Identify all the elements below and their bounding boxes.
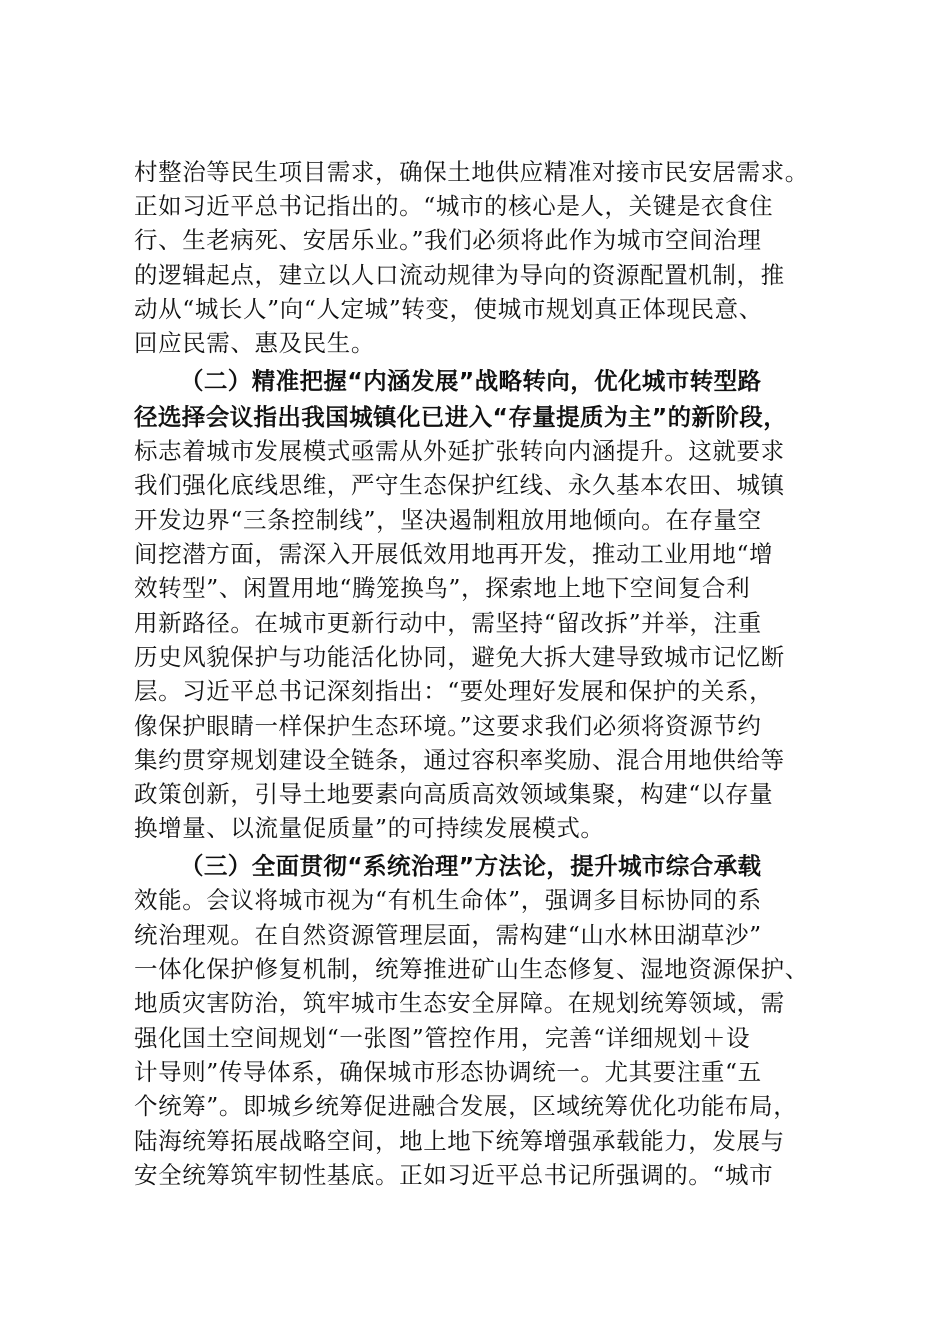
- section-heading-2: （二）精准把握“内涵发展”战略转向，优化城市转型路: [180, 367, 762, 395]
- body-text-line: 正如习近平总书记指出的。“城市的核心是人，关键是衣食住: [134, 192, 774, 220]
- body-text-line: 效转型”、闲置用地“腾笼换鸟”，探索地上地下空间复合利: [134, 574, 751, 602]
- body-text-line: 集约贯穿规划建设全链条，通过容积率奖励、混合用地供给等: [134, 746, 785, 774]
- body-text-line: 计导则”传导体系，确保城市形态协调统一。尤其要注重“五: [134, 1058, 762, 1086]
- body-text-line: 安全统筹筑牢韧性基底。正如习近平总书记所强调的。“城市: [134, 1161, 774, 1189]
- body-text-line: 陆海统筹拓展战略空间，地上地下统筹增强承载能力，发展与: [134, 1127, 785, 1155]
- body-text-line: 历史风貌保护与功能活化协同，避免大拆大建导致城市记忆断: [134, 643, 785, 671]
- section-heading-2-cont: 径选择会议指出我国城镇化已进入“存量提质为主”的新阶段，: [134, 403, 788, 431]
- body-text-line: 的逻辑起点，建立以人口流动规律为导向的资源配置机制，推: [134, 261, 785, 289]
- body-text-line: 我们强化底线思维，严守生态保护红线、永久基本农田、城镇: [134, 471, 785, 499]
- body-text-line: 行、生老病死、安居乐业。”我们必须将此作为城市空间治理: [134, 226, 762, 254]
- body-text-line: 用新路径。在城市更新行动中，需坚持“留改拆”并举，注重: [134, 609, 762, 637]
- body-text-line: 间挖潜方面，需深入开展低效用地再开发，推动工业用地“增: [134, 540, 774, 568]
- body-text-line: 效能。会议将城市视为“有机生命体”，强调多目标协同的系: [134, 886, 762, 914]
- body-text-line: 一体化保护修复机制，统筹推进矿山生态修复、湿地资源保护、: [134, 955, 809, 983]
- body-text-line: 个统筹”。即城乡统筹促进融合发展，区域统筹优化功能布局，: [134, 1092, 798, 1120]
- section-heading-3: （三）全面贯彻“系统治理”方法论，提升城市综合承载: [180, 852, 762, 880]
- body-text-line: 强化国土空间规划“一张图”管控作用，完善“详细规划＋设: [134, 1024, 751, 1052]
- body-text-line: 回应民需、惠及民生。: [134, 329, 375, 357]
- body-text-line: 标志着城市发展模式亟需从外延扩张转向内涵提升。这就要求: [134, 437, 785, 465]
- body-text-line: 村整治等民生项目需求，确保土地供应精准对接市民安居需求。: [134, 158, 809, 186]
- body-text-line: 政策创新，引导土地要素向高质高效领域集聚，构建“以存量: [134, 780, 774, 808]
- body-text-line: 开发边界“三条控制线”，坚决遏制粗放用地倾向。在存量空: [134, 506, 762, 534]
- body-text-line: 统治理观。在自然资源管理层面，需构建“山水林田湖草沙”: [134, 921, 762, 949]
- body-text-line: 地质灾害防治，筑牢城市生态安全屏障。在规划统筹领域，需: [134, 989, 785, 1017]
- body-text-line: 层。习近平总书记深刻指出：“要处理好发展和保护的关系，: [134, 677, 774, 705]
- body-text-line: 换增量、以流量促质量”的可持续发展模式。: [134, 814, 605, 842]
- body-text-line: 动从“城长人”向“人定城”转变，使城市规划真正体现民意、: [134, 295, 763, 323]
- body-text-line: 像保护眼睛一样保护生态环境。”这要求我们必须将资源节约: [134, 712, 762, 740]
